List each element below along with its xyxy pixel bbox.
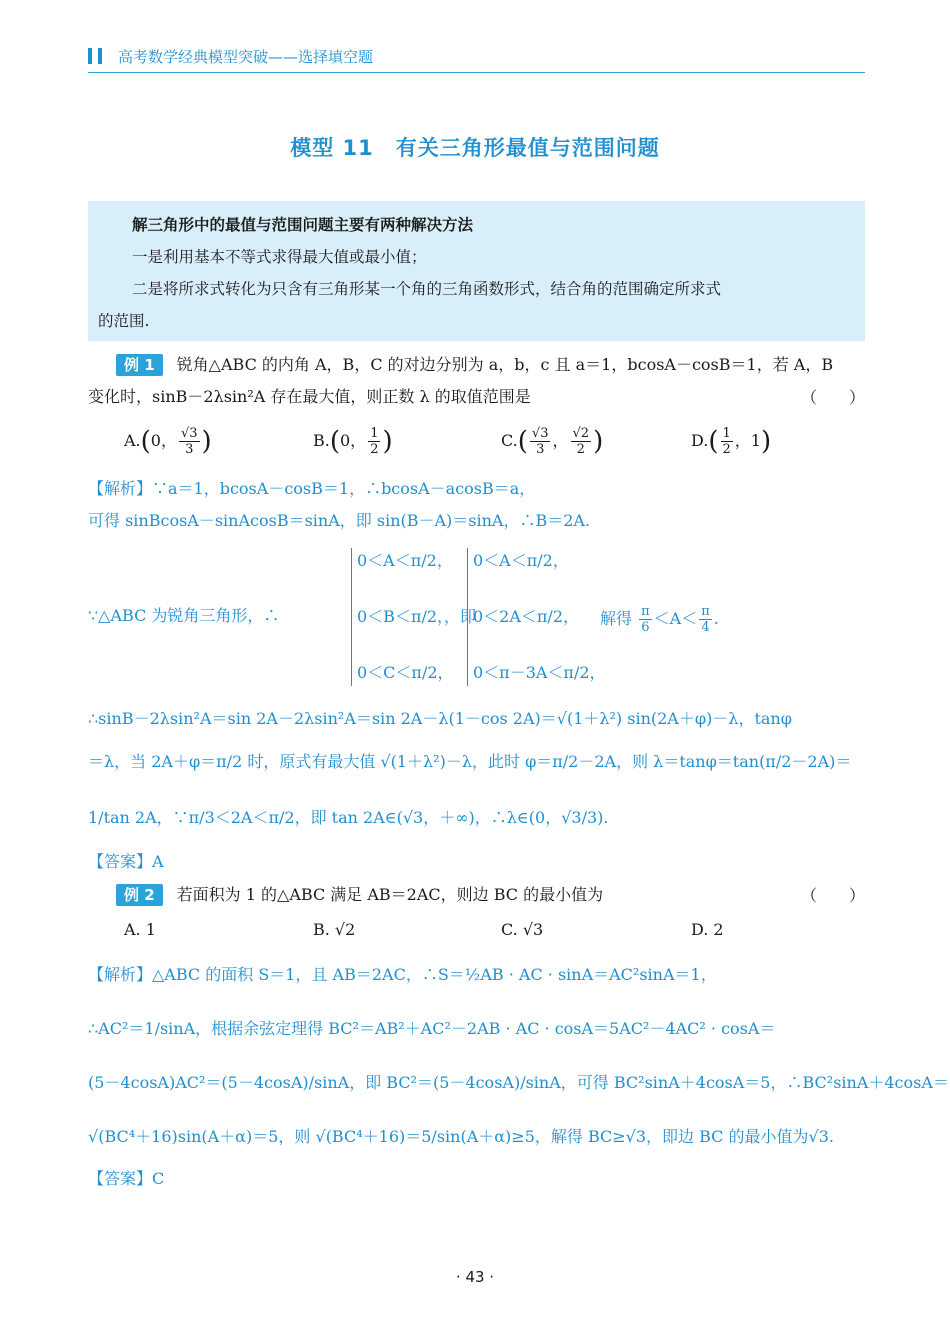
- page-number: · 43 ·: [455, 1268, 495, 1286]
- summary-box: [88, 201, 865, 341]
- ex2-sol-2: ∴AC²＝1/sinA，根据余弦定理得 BC²＝AB²＋AC²－2AB · AC · cosA＝5AC²－4AC² · cosA＝: [88, 1019, 776, 1038]
- ex1-sol-3c: 解得 $\frac{\pi}{6}$ ＜A＜ $\frac{\pi}{4}$ .: [600, 604, 719, 635]
- header-bars: [88, 48, 108, 68]
- ex2-q: 若面积为 1 的△ABC 满足 AB＝2AC，则边 BC 的最小值为: [176, 885, 604, 904]
- ex1-sol-5: ＝λ，当 2A＋φ＝π/2 时，原式有最大值 √(1＋λ²)－λ，此时 φ＝π/2－2A，则 λ＝tanφ＝tan(π/2－2A)＝: [88, 752, 852, 771]
- ex1-tag: 例 1: [116, 354, 163, 376]
- ex2-sol-1: 【解析】△ABC 的面积 S＝1，且 AB＝2AC，∴S＝½AB · AC · sinA＝AC²sinA＝1，: [88, 965, 717, 984]
- ex2-tag: 例 2: [116, 884, 163, 906]
- ex1-option-a: A.(0， $\frac{√3}{3}$ ): [124, 426, 212, 457]
- summary-heading: 解三角形中的最值与范围问题主要有两种解决方法: [132, 216, 474, 234]
- ex1-option-b: B.(0， $\frac{1}{2}$ ): [313, 426, 393, 457]
- system2-row3: 0＜π－3A＜π/2，: [473, 663, 606, 682]
- ex2-option-c: C. √3: [501, 920, 544, 939]
- summary-line-2: 二是将所求式转化为只含有三角形某一个角的三角函数形式，结合角的范围确定所求式: [132, 280, 722, 298]
- ex2-sol-4: √(BC⁴＋16)sin(A＋α)＝5，则 √(BC⁴＋16)＝5/sin(A＋α)≥5，解得 BC≥√3，即边 BC 的最小值为√3.: [88, 1127, 834, 1146]
- ex1-answer: 【答案】A: [88, 852, 164, 871]
- ex2-sol-3: (5－4cosA)AC²＝(5－4cosA)/sinA，即 BC²＝(5－4cosA)/sinA，可得 BC²sinA＋4cosA＝5，∴BC²sinA＋4cosA＝: [88, 1073, 949, 1092]
- ex2-option-d: D. 2: [691, 920, 724, 939]
- ex1-question-line-1: [88, 353, 833, 377]
- summary-line-3: 的范围.: [98, 312, 150, 330]
- ex2-option-b: B. √2: [313, 920, 356, 939]
- system-brace-1: [351, 548, 352, 686]
- summary-line-1: 一是利用基本不等式求得最大值或最小值；: [132, 248, 427, 266]
- system1-row2: 0＜B＜π/2，: [357, 607, 454, 626]
- ex1-bracket: （ ）: [800, 388, 865, 407]
- header-text: 高考数学经典模型突破——选择填空题: [118, 48, 374, 66]
- ex1-q2: 变化时，sinB－2λsin²A 存在最大值，则正数 λ 的取值范围是: [88, 387, 531, 406]
- ex1-sol-1: 【解析】∵a＝1，bcosA－cosB＝1，∴bcosA－acosB＝a，: [88, 479, 536, 498]
- page-header: [88, 44, 865, 73]
- system1-row1: 0＜A＜π/2，: [357, 551, 453, 570]
- ex1-sol-3a: ∵△ABC 为锐角三角形，∴: [88, 606, 280, 625]
- ex1-sol-6: 1/tan 2A，∵π/3＜2A＜π/2，即 tan 2A∈(√3，＋∞)，∴λ∈(0，√3/3).: [88, 808, 609, 827]
- ex1-option-c: C.( $\frac{√3}{3}$ ， $\frac{√2}{2}$ ): [501, 426, 604, 457]
- system-brace-2: [467, 548, 468, 686]
- page-title: 模型 11 有关三角形最值与范围问题: [290, 136, 660, 160]
- ex1-sol-3b: ，即: [444, 607, 477, 626]
- ex1-sol-4: ∴sinB－2λsin²A＝sin 2A－2λsin²A＝sin 2A－λ(1－cos 2A)＝√(1＋λ²) sin(2A＋φ)－λ，tanφ: [88, 709, 792, 728]
- ex1-q1: 锐角△ABC 的内角 A，B，C 的对边分别为 a，b，c 且 a＝1，bcosA－cosB＝1，若 A，B: [176, 355, 834, 374]
- system2-row1: 0＜A＜π/2，: [473, 551, 569, 570]
- ex2-answer: 【答案】C: [88, 1169, 165, 1188]
- system2-row2: 0＜2A＜π/2，: [473, 607, 580, 626]
- ex1-option-d: D.( $\frac{1}{2}$ ，1): [691, 426, 772, 457]
- system1-row3: 0＜C＜π/2，: [357, 663, 454, 682]
- ex1-sol-2: 可得 sinBcosA－sinAcosB＝sinA，即 sin(B－A)＝sinA，∴B＝2A.: [88, 511, 591, 530]
- ex2-option-a: A. 1: [124, 920, 156, 939]
- ex2-question: [88, 883, 603, 907]
- ex2-bracket: （ ）: [800, 886, 865, 905]
